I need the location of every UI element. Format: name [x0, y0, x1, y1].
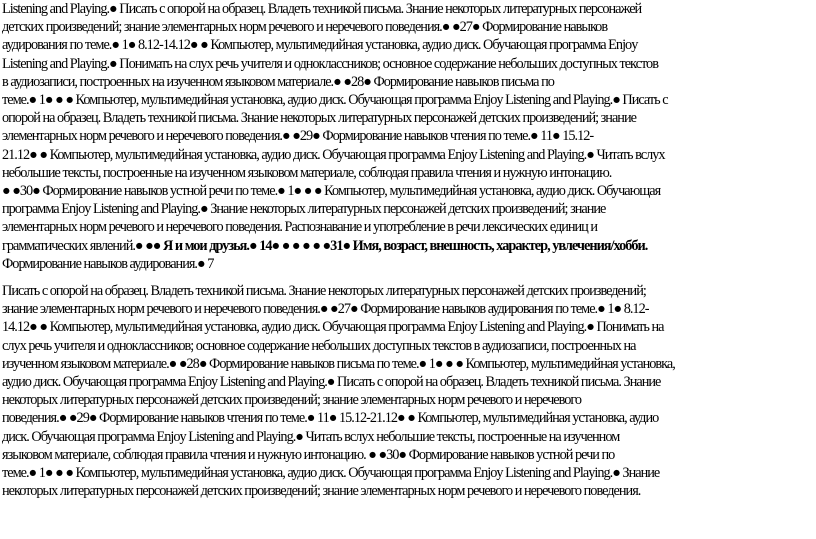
- text-line: [2, 36, 814, 54]
- text-line: [2, 446, 814, 464]
- text-segment: 21.12● ● Компьютер, мультимедийная установка, аудио диск. Обучающая программа Enjoy Listening and Playing.● Читать вслух: [2, 146, 665, 163]
- text-segment: элементарных норм речевого и неречевого поведения.● ●29● Формирование навыков чтения по теме.● 11● 15.12-: [2, 128, 594, 145]
- text-segment: поведения.● ●29● Формирование навыков чтения по теме.● 11● 15.12-21.12● ● Компьютер, мультимедийная установка, аудио: [2, 410, 659, 427]
- text-segment: диск. Обучающая программа Enjoy Listening and Playing.● Читать вслух небольшие тексты, построенные на изученном: [2, 428, 620, 445]
- text-segment: некоторых литературных персонажей детских произведений; знание элементарных норм речевого и неречевого: [2, 392, 582, 409]
- text-line: [2, 482, 814, 500]
- paragraph-2: [2, 282, 814, 500]
- text-segment: знание элементарных норм речевого и неречевого поведения.● ●27● Формирование навыков аудирования по теме.● 1● 8.12-: [2, 301, 649, 318]
- text-segment: ● ●30● Формирование навыков устной речи по теме.● 1● ● ● Компьютер, мультимедийная установка, аудио диск. Обучающая: [2, 183, 661, 200]
- text-line: [2, 200, 814, 218]
- text-line: [2, 218, 814, 236]
- text-segment: языковом материале, соблюдая правила чтения и нужную интонацию. ● ●30● Формирование навыков устной речи по: [2, 446, 615, 463]
- text-line: [2, 428, 814, 446]
- text-line: [2, 0, 814, 18]
- text-segment: грамматических явлений.● ●●: [2, 237, 163, 254]
- text-segment: детских произведений; знание элементарных норм речевого и неречевого поведения.● ●27● Формирование навыков: [2, 19, 608, 36]
- text-segment: аудио диск. Обучающая программа Enjoy Listening and Playing.● Писать с опорой на образец. Владеть техникой письма. Знание: [2, 374, 661, 391]
- text-line: [2, 109, 814, 127]
- text-line: [2, 255, 814, 273]
- text-line: [2, 182, 814, 200]
- text-segment: слух речь учителя и одноклассников; основное содержание небольших доступных текстов в аудиозаписи, построенных на: [2, 337, 636, 354]
- text-line: [2, 391, 814, 409]
- bold-text-segment: Я и мои друзья.● 14● ● ● ● ● ●31● Имя, возраст, внешность, характер, увлечения/хобби.: [163, 237, 648, 254]
- text-segment: элементарных норм речевого и неречевого поведения. Распознавание и употребление в речи лексических единиц и: [2, 219, 598, 236]
- text-segment: изученном языковом материале.● ●28● Формирование навыков письма по теме.● 1● ● ● Компьютер, мультимедийная установка,: [2, 355, 675, 372]
- text-line: [2, 55, 814, 73]
- text-segment: Listening and Playing.● Понимать на слух речь учителя и одноклассников; основное содержание небольших доступных текстов: [2, 55, 658, 72]
- text-segment: опорой на образец. Владеть техникой письма. Знание некоторых литературных персонажей детских произведений; знание: [2, 110, 636, 127]
- text-line: [2, 464, 814, 482]
- text-segment: Формирование навыков аудирования.● 7: [2, 255, 214, 272]
- paragraph-1: [2, 0, 814, 273]
- text-segment: аудирования по теме.● 1● 8.12-14.12● ● Компьютер, мультимедийная установка, аудио диск. Обучающая программа Enjoy: [2, 37, 638, 54]
- text-line: [2, 146, 814, 164]
- text-segment: Писать с опорой на образец. Владеть техникой письма. Знание некоторых литературных персонажей детских произведений;: [2, 283, 646, 300]
- text-line: [2, 337, 814, 355]
- text-line: [2, 355, 814, 373]
- text-segment: в аудиозаписи, построенных на изученном языковом материале.● ●28● Формирование навыков письма по: [2, 73, 554, 90]
- text-line: [2, 409, 814, 427]
- text-segment: теме.● 1● ● ● Компьютер, мультимедийная установка, аудио диск. Обучающая программа Enjoy Listening and Playing.● Писать с: [2, 92, 668, 109]
- text-segment: 14.12● ● Компьютер, мультимедийная установка, аудио диск. Обучающая программа Enjoy Listening and Playing.● Понимать на: [2, 319, 664, 336]
- text-line: [2, 237, 814, 255]
- text-line: [2, 373, 814, 391]
- text-line: [2, 318, 814, 336]
- text-segment: Listening and Playing.● Писать с опорой на образец. Владеть техникой письма. Знание некоторых литературных персонажей: [2, 1, 642, 17]
- text-line: [2, 18, 814, 36]
- text-line: [2, 300, 814, 318]
- text-segment: теме.● 1● ● ● Компьютер, мультимедийная установка, аудио диск. Обучающая программа Enjoy Listening and Playing.● Знание: [2, 465, 660, 482]
- text-segment: некоторых литературных персонажей детских произведений; знание элементарных норм речевого и неречевого поведения.: [2, 483, 641, 500]
- text-line: [2, 164, 814, 182]
- text-line: [2, 282, 814, 300]
- text-line: [2, 91, 814, 109]
- text-line: [2, 127, 814, 145]
- text-segment: программа Enjoy Listening and Playing.● Знание некоторых литературных персонажей детских произведений; знание: [2, 201, 606, 218]
- text-segment: небольшие тексты, построенные на изученном языковом материале, соблюдая правила чтения и нужную интонацию.: [2, 164, 612, 181]
- text-line: [2, 73, 814, 91]
